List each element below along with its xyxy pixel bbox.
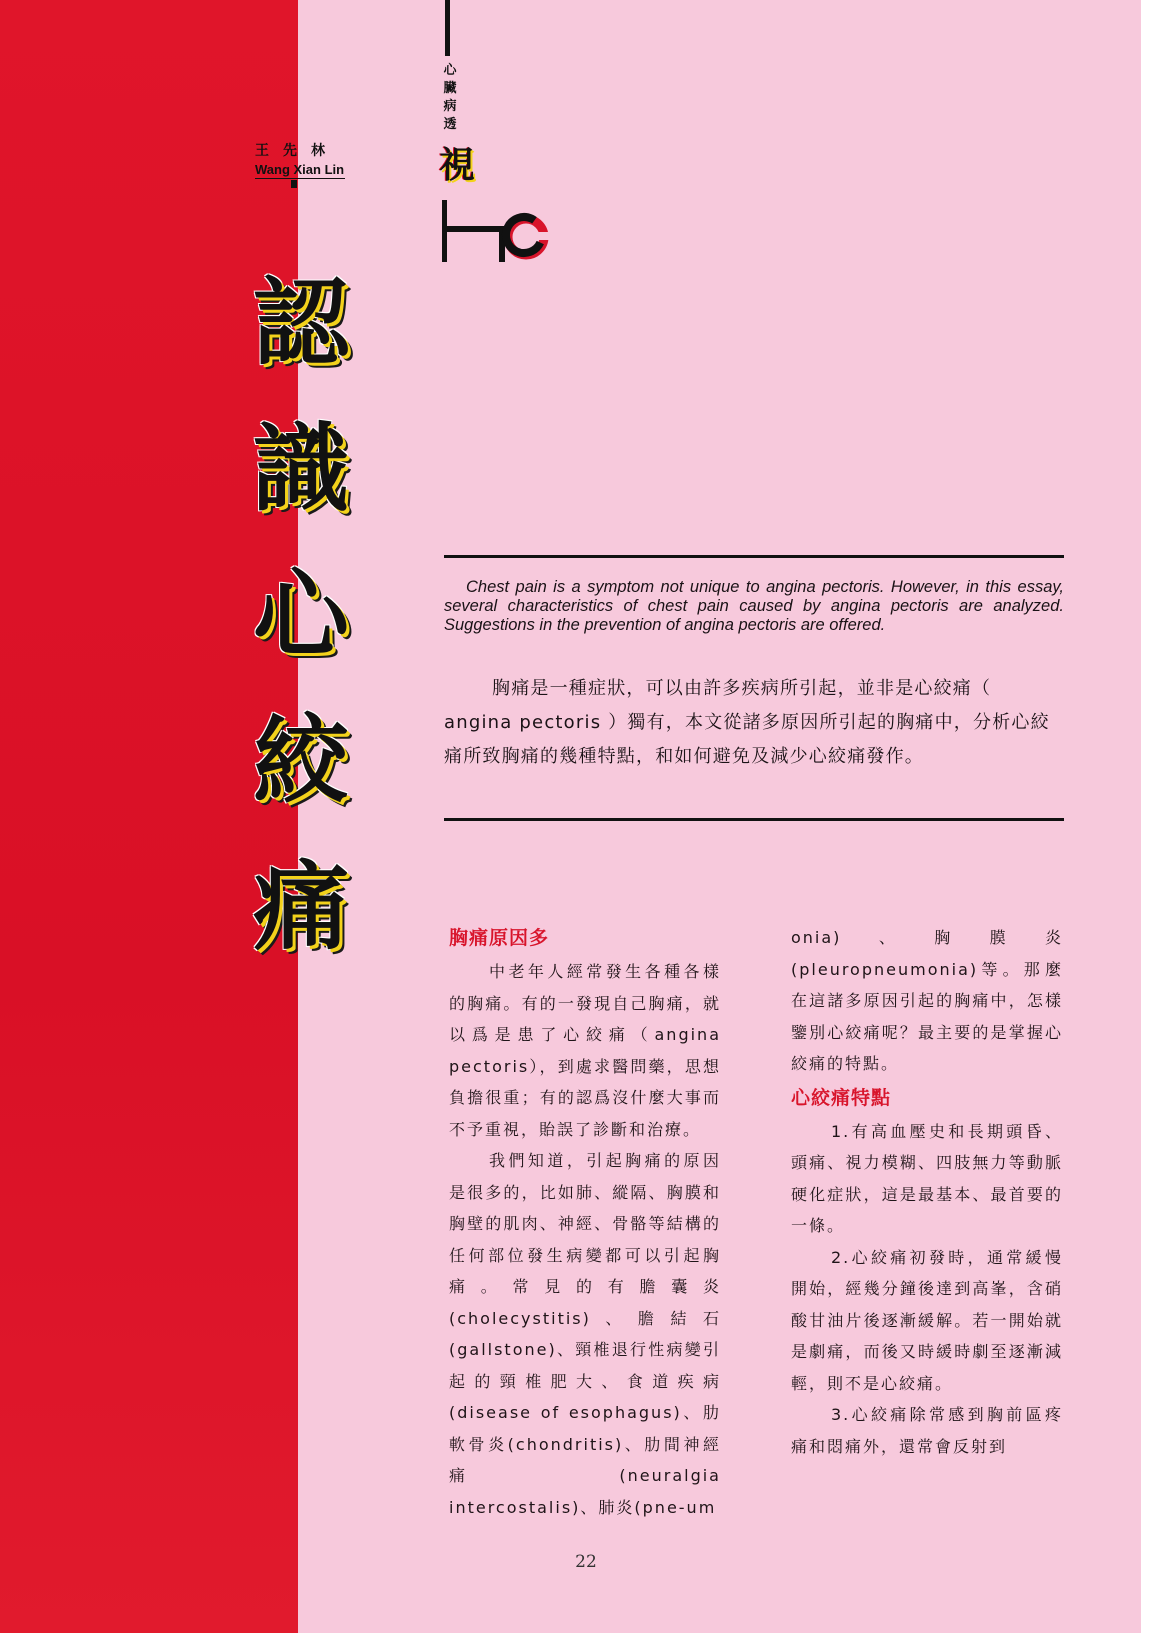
title-char: 心 [253,559,349,671]
title-char: 痛 [253,851,349,963]
column-label [440,62,460,134]
article-title [246,250,356,980]
paragraph: 2.心絞痛初發時，通常緩慢開始，經幾分鐘後達到高峯，含硝酸甘油片後逐漸緩解。若一開始就是劇痛，而後又時緩時劇至逐漸減輕，則不是心絞痛。 [791,1247,1063,1393]
title-char: 認 [253,267,349,379]
body-column-left [449,922,721,1523]
column-label-char: 病 [443,99,457,114]
abstract-english: Chest pain is a symptom not unique to angina pectoris. However, in this essay, several characteristics of chest pain caused by angina pectoris are analyzed. Suggestions in the prevention of angina pectoris are offered. [444,578,1064,634]
body-column-right [791,922,1063,1462]
page-number: 22 [575,1552,597,1572]
author-block [255,140,345,179]
author-marker [291,180,297,188]
section-heading: 心絞痛特點 [791,1086,892,1109]
title-char: 識 [253,413,349,525]
column-label-big: 視 [439,145,476,186]
abstract-chinese: 胸痛是一種症狀，可以由許多疾病所引起，並非是心絞痛（ angina pectoris ）獨有，本文從諸多原因所引起的胸痛中，分析心絞痛所致胸痛的幾種特點，和如何避免及減少心絞痛發作。 [444,678,1050,767]
abstract-rule-bottom [444,818,1064,821]
column-label-char: 臟 [443,81,457,96]
page-edge [1141,0,1153,1633]
paragraph-continued: onia)、胸膜炎(pleuropneumonia)等。那麼在這諸多原因引起的胸痛中，怎樣鑒別心絞痛呢？最主要的是掌握心絞痛的特點。 [791,928,1063,1073]
title-char: 絞 [253,705,349,817]
paragraph: 3.心絞痛除常感到胸前區疼痛和悶痛外，還常會反射到 [791,1405,1063,1456]
author-name-en: Wang Xian Lin [255,162,345,177]
column-label-char: 心 [443,63,457,78]
author-name-cn: 王先林 [255,143,339,159]
paragraph: 中老年人經常發生各種各樣的胸痛。有的一發現自己胸痛，就以爲是患了心絞痛（angina pectoris），到處求醫問藥，思想負擔很重；有的認爲沒什麼大事而不予重視，貽誤了診斷和治療。 [449,962,721,1139]
paragraph: 我們知道，引起胸痛的原因是很多的，比如肺、縱隔、胸膜和胸壁的肌肉、神經、骨骼等結構的任何部位發生病變都可以引起胸痛。常見的有膽囊炎(cholecystitis)、膽結石(gallstone)、頸椎退行性病變引起的頸椎肥大、食道疾病(disease of esophagus)、肋軟骨炎(chondritis)、肋間神經痛 (neuralgia intercostalis)、肺炎(pne-um [449,1151,721,1517]
column-header-bar [445,0,450,56]
section-heading: 胸痛原因多 [449,927,550,949]
abstract-rule-top [444,555,1064,558]
column-label-char: 透 [443,117,457,132]
paragraph: 1.有高血壓史和長期頭昏、頭痛、視力模糊、四肢無力等動脈硬化症狀，這是最基本、最首要的一條。 [791,1121,1063,1235]
hc-logo [442,200,562,262]
